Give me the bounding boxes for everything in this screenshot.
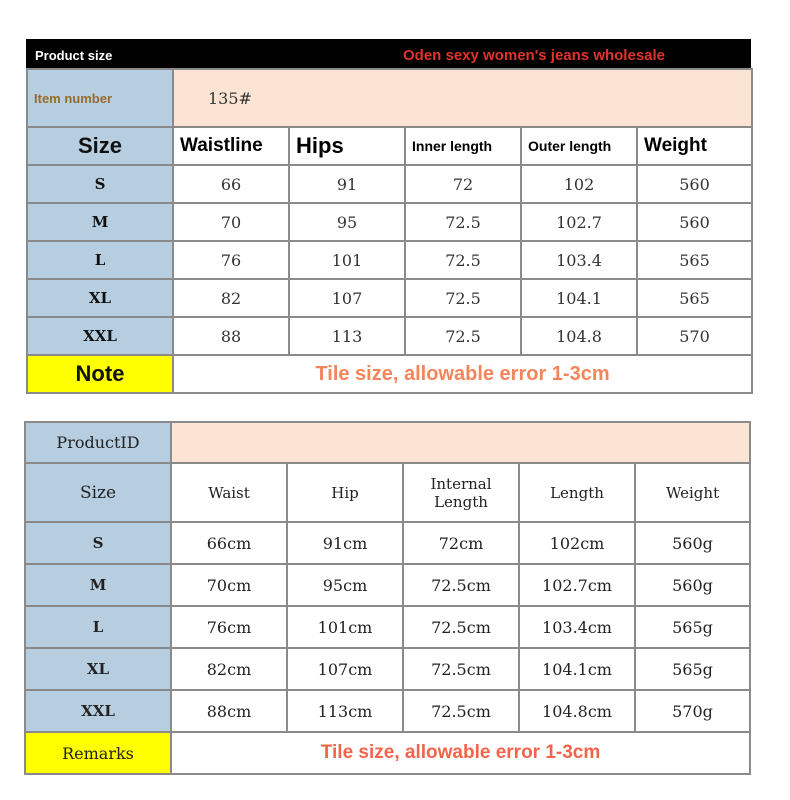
waistline-cell: 66 [173,165,289,203]
inner-length-cell: 72.5 [405,241,521,279]
product-size-label: Product size [35,48,113,63]
product-id-label: ProductID [25,422,171,463]
weight-cell: 565g [635,648,750,690]
waist-cell: 88cm [171,690,287,732]
hips-cell: 95 [289,203,405,241]
length-cell: 103.4cm [519,606,635,648]
column-header-hip: Hip [287,463,403,522]
hip-cell: 107cm [287,648,403,690]
column-header-hips: Hips [289,127,405,165]
table-row [27,241,752,279]
waist-cell: 76cm [171,606,287,648]
weight-cell: 560g [635,564,750,606]
hips-cell: 91 [289,165,405,203]
internal-length-cell: 72.5cm [403,606,519,648]
hip-cell: 101cm [287,606,403,648]
table-row [27,203,752,241]
item-number-value: 135# [173,69,752,127]
size-cell: S [27,165,173,203]
weight-cell: 560 [637,203,752,241]
weight-cell: 565 [637,279,752,317]
length-cell: 104.8cm [519,690,635,732]
column-header-weight: Weight [635,463,750,522]
weight-cell: 560 [637,165,752,203]
size-cell: XXL [25,690,171,732]
column-header-size: Size [27,127,173,165]
column-header-length: Length [519,463,635,522]
hips-cell: 107 [289,279,405,317]
table-row [25,522,750,564]
inner-length-cell: 72 [405,165,521,203]
table-header-row [25,463,750,522]
table-row [25,648,750,690]
column-header-waistline: Waistline [173,127,289,165]
brand-title: Oden sexy women's jeans wholesale [403,47,666,64]
column-header-internal-length: Internal Length [403,463,519,522]
internal-length-cell: 72cm [403,522,519,564]
size-cell: XL [27,279,173,317]
size-table-primary [26,39,751,394]
note-label: Note [27,355,173,393]
hip-cell: 91cm [287,522,403,564]
outer-length-cell: 102 [521,165,637,203]
column-header-size: Size [25,463,171,522]
outer-length-cell: 103.4 [521,241,637,279]
outer-length-cell: 102.7 [521,203,637,241]
inner-length-cell: 72.5 [405,317,521,355]
waist-cell: 70cm [171,564,287,606]
remarks-label: Remarks [25,732,171,774]
length-cell: 102cm [519,522,635,564]
size-cell: M [27,203,173,241]
table-header-bar [26,39,751,68]
inner-length-cell: 72.5 [405,203,521,241]
waistline-cell: 82 [173,279,289,317]
table-row [25,690,750,732]
column-header-weight: Weight [637,127,752,165]
product-size-table [24,421,751,775]
hip-cell: 95cm [287,564,403,606]
size-table-secondary [24,421,749,775]
size-cell: L [25,606,171,648]
size-cell: XXL [27,317,173,355]
waist-cell: 82cm [171,648,287,690]
table-row [27,165,752,203]
column-header-inner-length: Inner length [405,127,521,165]
table-header-row [27,127,752,165]
table-row [25,564,750,606]
waist-cell: 66cm [171,522,287,564]
outer-length-cell: 104.8 [521,317,637,355]
item-number-label: Item number [27,69,173,127]
hips-cell: 113 [289,317,405,355]
weight-cell: 570g [635,690,750,732]
internal-length-cell: 72.5cm [403,690,519,732]
remarks-value: Tile size, allowable error 1-3cm [171,732,750,774]
weight-cell: 565g [635,606,750,648]
column-header-outer-length: Outer length [521,127,637,165]
table-row [27,317,752,355]
waistline-cell: 70 [173,203,289,241]
table-row [25,606,750,648]
size-cell: S [25,522,171,564]
size-cell: XL [25,648,171,690]
waistline-cell: 88 [173,317,289,355]
length-cell: 104.1cm [519,648,635,690]
inner-length-cell: 72.5 [405,279,521,317]
size-cell: L [27,241,173,279]
outer-length-cell: 104.1 [521,279,637,317]
weight-cell: 570 [637,317,752,355]
internal-length-cell: 72.5cm [403,648,519,690]
column-header-waist: Waist [171,463,287,522]
note-value: Tile size, allowable error 1-3cm [173,355,752,393]
hip-cell: 113cm [287,690,403,732]
product-id-value [171,422,750,463]
internal-length-cell: 72.5cm [403,564,519,606]
size-cell: M [25,564,171,606]
waistline-cell: 76 [173,241,289,279]
length-cell: 102.7cm [519,564,635,606]
hips-cell: 101 [289,241,405,279]
table-row [27,279,752,317]
weight-cell: 565 [637,241,752,279]
size-chart-table [26,68,753,394]
weight-cell: 560g [635,522,750,564]
